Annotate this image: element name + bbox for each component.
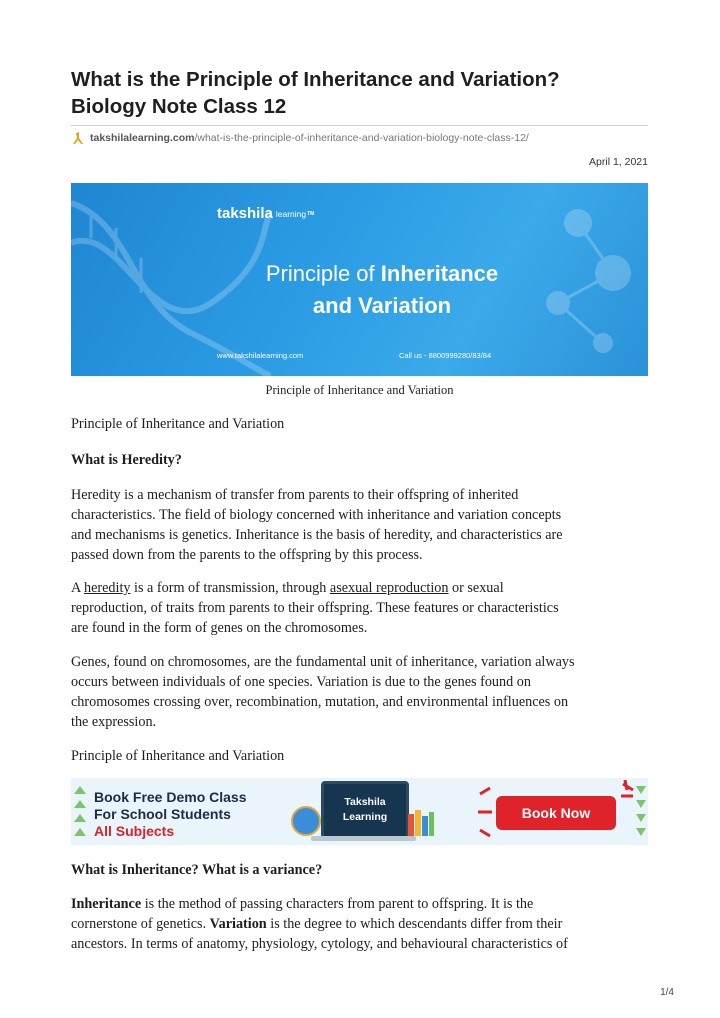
heading-heredity (71, 450, 651, 470)
hero-heading (217, 258, 547, 322)
text-line: the expression. (71, 714, 157, 730)
source-link[interactable] (71, 129, 529, 147)
globe-icon (291, 806, 321, 836)
book-now-button[interactable]: Book Now (496, 796, 616, 830)
paragraph-inheritance (71, 894, 651, 954)
text-segment: is the degree to which descendants differ from their (266, 916, 563, 932)
banner-line-2: For School Students (94, 806, 231, 822)
publish-date: April 1, 2021 (589, 156, 648, 168)
hero-heading-plain: Principle of (265, 261, 381, 286)
text-line: reproduction, of traits from parents to their offspring. These features or characteristics (71, 600, 559, 616)
hero-website: www.takshilalearning.com (217, 351, 304, 360)
term-inheritance: Inheritance (71, 896, 142, 912)
paragraph-principle: Principle of Inheritance and Variation (71, 748, 285, 764)
heading-inheritance (71, 860, 651, 880)
arrow-stack-icon (636, 786, 646, 838)
arrow-stack-icon (74, 786, 86, 838)
source-domain[interactable]: takshilalearning.com (90, 132, 195, 144)
text-segment: is the method of passing characters from parent to offspring. It is the (141, 896, 534, 912)
title-line-1: What is the Principle of Inheritance and Variation? (71, 68, 560, 91)
heading-heredity-text: What is Heredity? (71, 452, 182, 468)
hero-image (71, 183, 648, 376)
source-path[interactable]: /what-is-the-principle-of-inheritance-and-variation-biology-note-class-12/ (194, 132, 529, 144)
text-segment: A (71, 580, 85, 596)
paragraph-heredity (71, 485, 651, 565)
heading-inheritance-text: What is Inheritance? What is a variance? (71, 862, 323, 878)
laptop-line-1: Takshila (344, 796, 386, 808)
laptop-base (311, 836, 416, 841)
text-line: are found in the form of genes on the chromosomes. (71, 620, 368, 636)
title-line-2: Biology Note Class 12 (71, 95, 287, 118)
term-variation: Variation (209, 916, 267, 932)
title-divider (71, 125, 648, 126)
hero-brand-sub: learning (275, 208, 307, 219)
page-number: 1/4 (660, 987, 674, 998)
text-line: characteristics. The field of biology concerned with inheritance and variation concepts (71, 507, 562, 523)
hero-brand-name: takshila (217, 205, 273, 222)
laptop-line-2: Learning (342, 811, 388, 823)
text-segment: or sexual (448, 580, 504, 596)
hero-heading-bold-2: and Variation (312, 293, 452, 318)
heredity-link[interactable]: heredity (84, 580, 131, 596)
burst-icon (619, 778, 637, 838)
text-line: passed down from the parents to the offspring by this process. (71, 547, 423, 563)
page-title (71, 66, 651, 120)
paragraph-transmission (71, 578, 651, 638)
hero-brand-tm: TM (307, 210, 315, 217)
hero-heading-bold-1: Inheritance (380, 261, 499, 286)
text-line: chromosomes crossing over, recombination, mutation, and environmental influences on (71, 694, 569, 710)
text-line: Heredity is a mechanism of transfer from parents to their offspring of inherited (71, 487, 519, 503)
text-line: ancestors. In terms of anatomy, physiology, cytology, and behavioural characteristics of (71, 936, 568, 952)
asexual-reproduction-link[interactable]: asexual reproduction (329, 580, 449, 596)
text-line: occurs between individuals of one species. Variation is due to the genes found on (71, 674, 531, 690)
text-segment: cornerstone of genetics. (71, 916, 210, 932)
takshila-logo-icon (71, 131, 85, 145)
paragraph-intro: Principle of Inheritance and Variation (71, 416, 285, 432)
demo-class-banner[interactable] (71, 778, 648, 845)
hero-brand (217, 205, 314, 222)
banner-line-3: All Subjects (94, 823, 175, 839)
hero-call: Call us - 8800999280/83/84 (399, 351, 492, 360)
text-segment: is a form of transmission, through (130, 580, 330, 596)
laptop-icon (321, 781, 409, 839)
banner-line-1: Book Free Demo Class (94, 789, 247, 805)
books-icon (408, 808, 434, 836)
text-line: and mechanisms is genetics. Inheritance is the basis of heredity, and characteristics are (71, 527, 563, 543)
hero-caption: Principle of Inheritance and Variation (265, 383, 454, 397)
burst-icon (476, 782, 494, 842)
paragraph-genes (71, 652, 651, 732)
text-line: Genes, found on chromosomes, are the fundamental unit of inheritance, variation always (71, 654, 575, 670)
